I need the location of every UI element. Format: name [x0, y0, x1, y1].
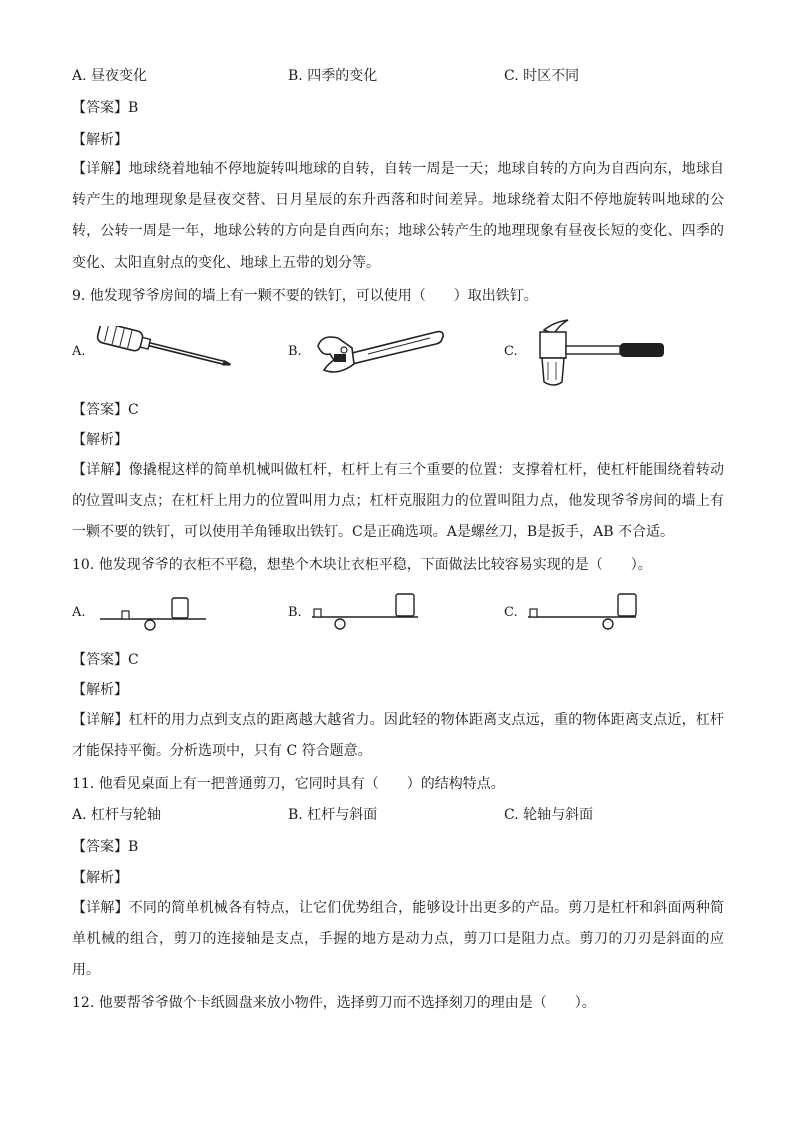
q11-option-b: B. 杠杆与斜面 [288, 807, 378, 823]
q10-answer: 【答案】C [72, 652, 139, 668]
q9-option-a-label: A. [72, 344, 86, 359]
q8-analysis-heading: 【解析】 [72, 132, 128, 148]
q8-option-c: C. 时区不同 [504, 68, 580, 84]
q9-option-b-label: B. [288, 344, 302, 359]
q8-detail-text: 地球绕着地轴不停地旋转叫地球的自转，自转一周是一天；地球自转的方向为自西向东，地球自转产生的地理现象是昼夜交替、日月星辰的东升西落和时间差异。地球绕着太阳不停地旋转叫地球的公转，公转一周是一年，地球公转的方向是自西向东；地球公转产生的地理现象有昼夜长短的变化、四季的变化、太阳直射点的变化、地球上五带的划分等。 [72, 161, 725, 271]
lever-diagram-icon [308, 590, 420, 632]
q11-option-c: C. 轮轴与斜面 [504, 807, 594, 823]
q10-option-c-label: C. [504, 605, 518, 620]
q10-analysis-heading: 【解析】 [72, 682, 128, 698]
q8-detail-tag: 【详解】 [72, 161, 129, 177]
q9-option-c-label: C. [504, 344, 518, 359]
q11-detail-text: 不同的简单机械各有特点，让它们优势组合，能够设计出更多的产品。剪刀是杠杆和斜面两种简单机械的组合，剪刀的连接轴是支点，手握的地方是动力点，剪刀口是阻力点。剪刀的刀刃是斜面的应用。 [72, 900, 725, 979]
screwdriver-icon [92, 326, 237, 376]
q8-option-a: A. 昼夜变化 [72, 68, 148, 84]
q9-question: 9. 他发现爷爷房间的墙上有一颗不要的铁钉，可以使用（ ）取出铁钉。 [72, 288, 538, 304]
q10-detail-text: 杠杆的用力点到支点的距离越大越省力。因此轻的物体距离支点远，重的物体距离支点近，杠杆才能保持平衡。分析选项中，只有 C 符合题意。 [72, 712, 725, 760]
q10-question: 10. 他发现爷爷的衣柜不平稳，想垫个木块让衣柜平稳，下面做法比较容易实现的是（ ）。 [72, 557, 652, 573]
lever-diagram-icon [524, 590, 640, 632]
q11-option-a: A. 杠杆与轮轴 [72, 807, 162, 823]
q10-option-a-label: A. [72, 605, 86, 620]
q9-detail [72, 455, 724, 549]
q8-option-b: B. 四季的变化 [288, 68, 378, 84]
q11-detail [72, 893, 724, 987]
wrench-icon [308, 324, 448, 380]
q12-question: 12. 他要帮爷爷做个卡纸圆盘来放小物件，选择剪刀而不选择刻刀的理由是（ ）。 [72, 995, 596, 1011]
q11-detail-tag: 【详解】 [72, 900, 129, 916]
q11-question: 11. 他看见桌面上有一把普通剪刀，它同时具有（ ）的结构特点。 [72, 776, 505, 792]
q9-analysis-heading: 【解析】 [72, 432, 128, 448]
q9-detail-tag: 【详解】 [72, 462, 129, 478]
q9-answer: 【答案】C [72, 402, 139, 418]
q9-detail-text: 像撬棍这样的简单机械叫做杠杆，杠杆上有三个重要的位置：支撑着杠杆，使杠杆能围绕着转动的位置叫支点；在杠杆上用力的位置叫用力点；杠杆克服阻力的位置叫阻力点，他发现爷爷房间的墙上有一颗不要的铁钉，可以使用羊角锤取出铁钉。C是正确选项。A是螺丝刀，B是扳手，AB 不合适。 [72, 462, 725, 541]
q10-detail-tag: 【详解】 [72, 712, 129, 728]
claw-hammer-icon [524, 316, 669, 392]
q8-answer: 【答案】B [72, 100, 139, 116]
q11-answer: 【答案】B [72, 839, 139, 855]
lever-diagram-icon [96, 592, 208, 632]
q10-detail [72, 705, 724, 767]
q10-option-b-label: B. [288, 605, 302, 620]
q8-detail [72, 154, 724, 279]
q11-analysis-heading: 【解析】 [72, 870, 128, 886]
